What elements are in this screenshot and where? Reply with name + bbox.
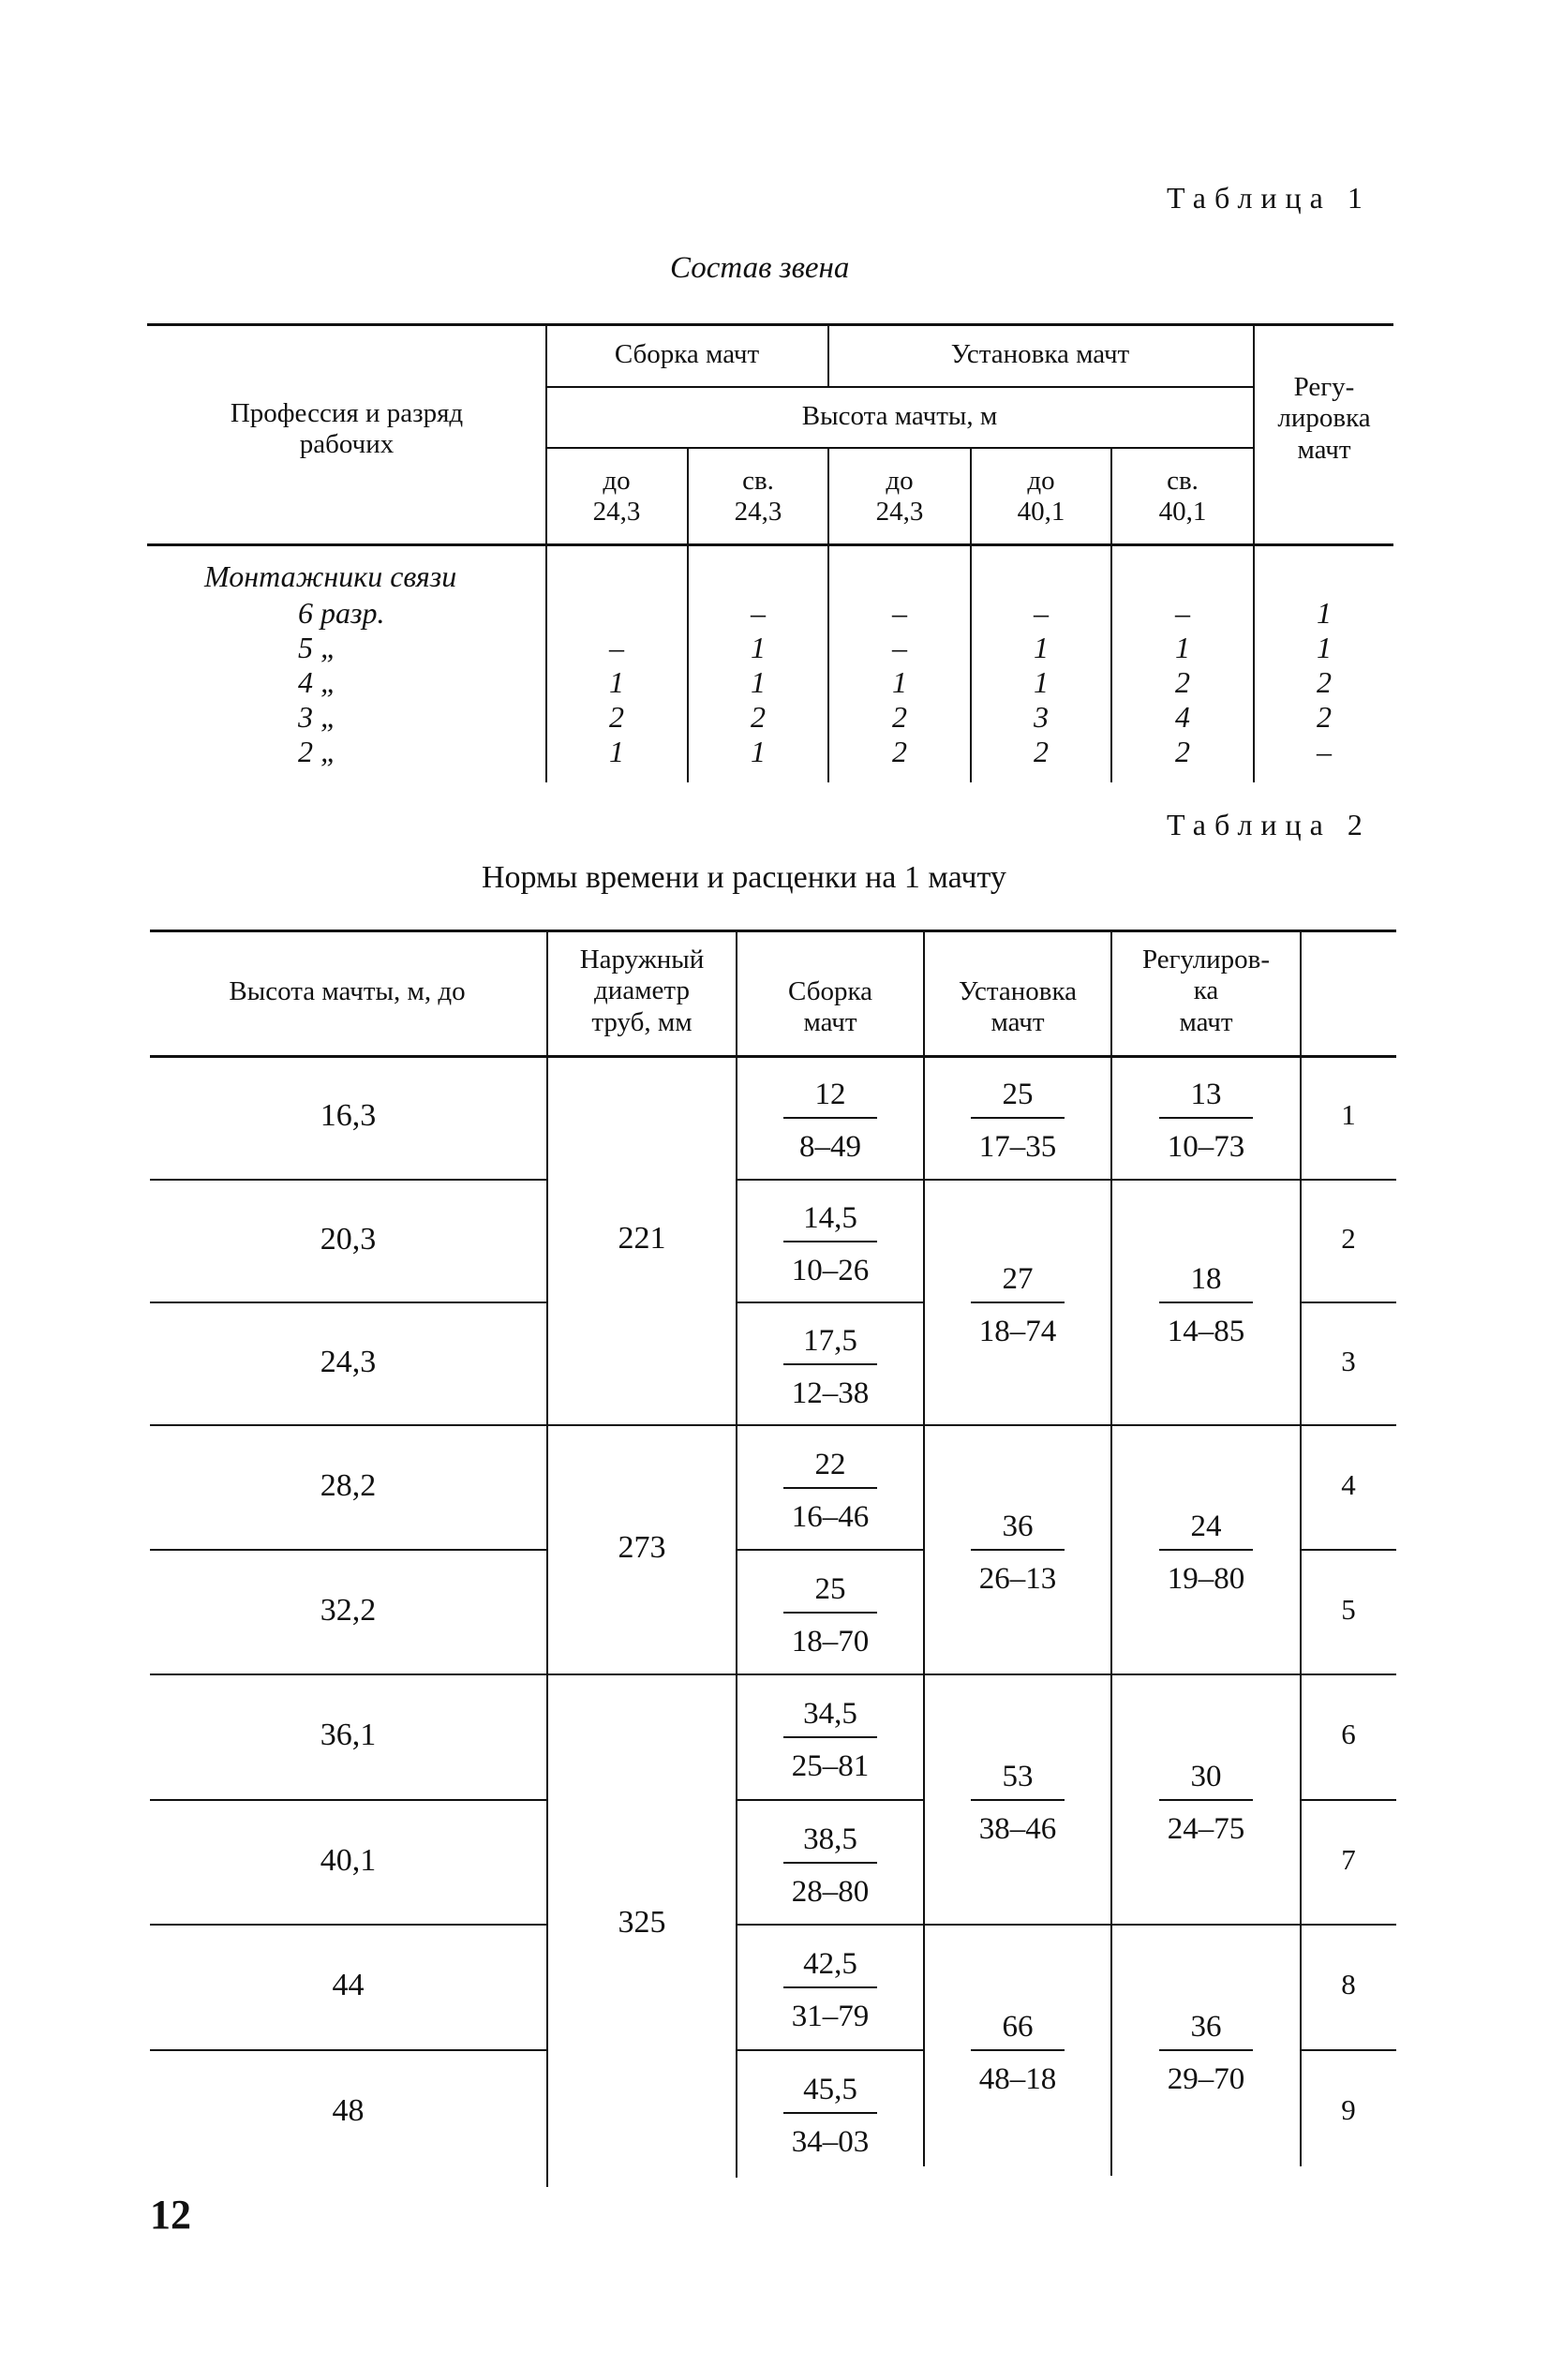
table2-row-rule (736, 1424, 923, 1426)
table2-row-rule (736, 1179, 923, 1181)
table1-label: Таблица 1 (1167, 181, 1371, 215)
table2-installation-norm: 53 (1002, 1759, 1034, 1793)
table2-row-number: 2 (1341, 1221, 1356, 1255)
table2-row-rule (1300, 1302, 1396, 1303)
table1-rule (545, 386, 1253, 388)
table1-cell: 1 (892, 665, 907, 699)
table2-regulation-bar (1159, 1549, 1253, 1551)
table2-assembly-rate: 31–79 (791, 2000, 870, 2033)
table2-row-number: 3 (1341, 1344, 1356, 1377)
table2-row-rule (150, 2049, 546, 2051)
table1-subheader: до 24,3 (592, 466, 641, 528)
table1-cell: 1 (1034, 631, 1049, 664)
table2-assembly-norm: 14,5 (803, 1200, 857, 1235)
table2-installation-rate: 38–46 (978, 1811, 1057, 1846)
table2-header-diameter: Наружный диаметр труб, мм (579, 945, 705, 1037)
table1-cell: – (1034, 596, 1049, 630)
table1-cell: – (892, 631, 907, 664)
table2-height-cell: 28,2 (320, 1467, 377, 1503)
table2-assembly-norm: 38,5 (803, 1822, 857, 1856)
table1-cell: 1 (751, 631, 766, 664)
table1-cell: 2 (1034, 735, 1049, 768)
table2-diameter-cell: 325 (618, 1905, 666, 1940)
table2-row-rule (150, 1424, 546, 1426)
table2-assembly-norm: 34,5 (803, 1697, 857, 1731)
table2-regulation-norm: 30 (1190, 1759, 1222, 1793)
table1-subheader: до 24,3 (875, 466, 924, 528)
table2-row-number: 1 (1341, 1098, 1356, 1131)
table1-cell: 1 (609, 665, 624, 699)
table2-assembly-rate: 25–81 (791, 1749, 870, 1783)
table1-caption: Состав звена (670, 251, 850, 285)
table2-header-assembly: Сборка мачт (788, 976, 872, 1038)
table2-assembly-norm: 45,5 (803, 2072, 857, 2106)
table2-assembly-bar (783, 1487, 877, 1489)
table2-assembly-rate: 12–38 (791, 1376, 870, 1410)
table1-cell: 1 (1175, 631, 1190, 664)
table2-installation-rate: 48–18 (978, 2061, 1057, 2096)
table2-group-rule (923, 1673, 1300, 1675)
table2-row-rule (736, 1924, 923, 1926)
table2-installation-norm: 66 (1002, 2009, 1034, 2044)
table2-regulation-norm: 13 (1190, 1078, 1222, 1111)
table2-height-cell: 36,1 (320, 1718, 377, 1752)
table1-subheader: св. 40,1 (1158, 466, 1207, 528)
table2-caption: Нормы времени и расценки на 1 мачту (482, 860, 1006, 895)
table2-assembly-bar (783, 1612, 877, 1614)
table2-row-rule (150, 1549, 546, 1551)
table2-assembly-rate: 16–46 (791, 1499, 870, 1534)
table2-assembly-norm: 42,5 (803, 1947, 857, 1981)
table2-regulation-bar (1159, 1302, 1253, 1303)
table1-cell: – (751, 596, 766, 630)
table2-installation-norm: 36 (1002, 1510, 1034, 1543)
table1-cell: 1 (609, 735, 624, 768)
table2-row-rule (736, 1302, 923, 1303)
table2-col-divider (923, 930, 925, 2166)
table2-assembly-bar (783, 1986, 877, 1988)
table2-row-rule (150, 1179, 546, 1181)
table1-cell: 1 (1034, 665, 1049, 699)
table1-rule (545, 447, 1253, 449)
table2-row-number: 9 (1341, 2092, 1356, 2126)
table1-grade: 3 „ (298, 700, 337, 734)
table2-row-rule (736, 2049, 923, 2051)
table1-cell: 4 (1175, 700, 1190, 734)
table2-assembly-rate: 18–70 (791, 1624, 870, 1659)
table2-regulation-norm: 36 (1190, 2009, 1222, 2044)
table1-subheader: до 40,1 (1017, 466, 1065, 528)
table2-installation-bar (971, 1799, 1065, 1801)
table2-regulation-rate: 10–73 (1167, 1130, 1245, 1164)
table2-assembly-norm: 25 (814, 1571, 846, 1606)
table2-header-height: Высота мачты, м, до (229, 976, 466, 1006)
table2-row-number: 8 (1341, 1968, 1356, 2001)
table2-regulation-bar (1159, 1117, 1253, 1119)
table2-height-cell: 20,3 (320, 1221, 377, 1257)
table1-cell: 2 (609, 700, 624, 734)
table1-cell: – (892, 596, 907, 630)
table2-row-number: 7 (1341, 1842, 1356, 1876)
table2-installation-bar (971, 1302, 1065, 1303)
table1-cell: 2 (751, 700, 766, 734)
table2-height-cell: 32,2 (320, 1592, 377, 1628)
table2-row-rule (736, 1799, 923, 1801)
table1-cell: 2 (892, 735, 907, 768)
table2-row-number: 6 (1341, 1718, 1356, 1750)
table2-row-rule (150, 1924, 546, 1926)
table2-row-rule (1300, 1549, 1396, 1551)
table1-cell: – (609, 631, 624, 664)
table2-row-rule (736, 1549, 923, 1551)
table2-diameter-cell: 273 (618, 1530, 666, 1565)
table2-col-divider (1110, 930, 1112, 2176)
table2-installation-rate: 17–35 (978, 1130, 1057, 1164)
table2-regulation-rate: 29–70 (1167, 2061, 1245, 2096)
table2-row-rule (1300, 1179, 1396, 1181)
table2-assembly-norm: 12 (814, 1078, 846, 1111)
table2-row-rule (150, 1673, 546, 1675)
table2-height-cell: 48 (332, 2092, 365, 2128)
table2-assembly-bar (783, 1736, 877, 1738)
table1-header-rule (147, 543, 1393, 546)
table2-assembly-bar (783, 1241, 877, 1242)
table2-regulation-norm: 24 (1190, 1510, 1222, 1543)
table2-assembly-rate: 8–49 (799, 1130, 861, 1164)
table1-cell: 2 (1317, 700, 1332, 734)
table2-diameter-cell: 221 (618, 1221, 666, 1256)
table2-group-rule (923, 1424, 1300, 1426)
table2-height-cell: 16,3 (320, 1098, 377, 1133)
table2-row-rule (150, 1799, 546, 1801)
table1-cell: 1 (751, 735, 766, 768)
table2-assembly-rate: 10–26 (791, 1253, 870, 1287)
page-number: 12 (150, 2192, 191, 2238)
table2-assembly-bar (783, 1862, 877, 1864)
table2-height-cell: 24,3 (320, 1344, 377, 1379)
table1-grade: 2 „ (298, 735, 337, 768)
table2-row-number: 5 (1341, 1592, 1356, 1626)
table2-row-rule (1300, 1799, 1396, 1801)
table1-cell: – (1317, 735, 1332, 768)
table2-regulation-bar (1159, 1799, 1253, 1801)
table1-cell: 1 (751, 665, 766, 699)
table1-grade: 5 „ (298, 631, 337, 664)
table2-row-rule (1300, 2049, 1396, 2051)
table2-assembly-bar (783, 1117, 877, 1119)
table1-header-assembly: Сборка мачт (614, 339, 760, 369)
table1-header-regulation: Регу- лировка мачт (1277, 372, 1371, 465)
table2-row-rule (1300, 1924, 1396, 1926)
table1-cell: – (1175, 596, 1190, 630)
table2-regulation-rate: 14–85 (1167, 1315, 1245, 1348)
table2-row-rule (1300, 1673, 1396, 1675)
table1-header-height: Высота мачты, м (801, 401, 998, 431)
table2-assembly-norm: 22 (814, 1447, 846, 1481)
table2-header-rule (150, 1055, 1396, 1058)
table2-installation-bar (971, 1549, 1065, 1551)
table2-installation-bar (971, 2049, 1065, 2051)
table2-regulation-bar (1159, 2049, 1253, 2051)
table1-header-profession: Профессия и разряд рабочих (230, 398, 464, 460)
table1-grade: 6 разр. (298, 596, 385, 630)
table1-subheader: св. 24,3 (734, 466, 782, 528)
table2-regulation-rate: 24–75 (1167, 1811, 1245, 1846)
table2-group-rule (923, 1924, 1300, 1926)
table1-cell: 1 (1317, 631, 1332, 664)
table2-row-rule (150, 1302, 546, 1303)
table1-cell: 2 (892, 700, 907, 734)
table2-assembly-norm: 17,5 (803, 1323, 857, 1358)
table2-header-regulation: Регулиров- ка мачт (1141, 945, 1271, 1037)
table2-row-number: 4 (1341, 1467, 1356, 1501)
table2-label: Таблица 2 (1167, 808, 1371, 841)
table2-regulation-rate: 19–80 (1167, 1562, 1245, 1596)
table2-installation-norm: 25 (1002, 1078, 1034, 1111)
table2-regulation-norm: 18 (1190, 1262, 1222, 1296)
table1-grade: 4 „ (298, 665, 337, 699)
table2-installation-bar (971, 1117, 1065, 1119)
table2-assembly-bar (783, 2112, 877, 2114)
table2-assembly-bar (783, 1363, 877, 1365)
table2-assembly-rate: 34–03 (791, 2124, 870, 2159)
table1-cell: 3 (1034, 700, 1049, 734)
table2-group-rule (546, 1424, 736, 1426)
table1-cell: 2 (1175, 665, 1190, 699)
table1-group-title: Монтажники связи (204, 559, 457, 593)
table1-cell: 2 (1175, 735, 1190, 768)
table2-group-rule (546, 1673, 736, 1675)
table2-col-divider (736, 930, 737, 2178)
table2-installation-rate: 26–13 (978, 1562, 1057, 1596)
table2-installation-norm: 27 (1002, 1262, 1034, 1296)
table1-top-rule (147, 323, 1393, 326)
table2-top-rule (150, 930, 1396, 932)
table2-row-rule (736, 1673, 923, 1675)
table2-installation-rate: 18–74 (978, 1315, 1057, 1348)
table1-cell: 2 (1317, 665, 1332, 699)
table2-height-cell: 44 (332, 1968, 365, 2002)
table2-group-rule (923, 1179, 1300, 1181)
table2-header-installation: Установка мачт (958, 976, 1078, 1038)
table1-header-installation: Установка мачт (950, 339, 1130, 369)
table2-height-cell: 40,1 (320, 1842, 377, 1878)
table1-cell: 1 (1317, 596, 1332, 630)
table2-assembly-rate: 28–80 (791, 1874, 870, 1909)
table2-row-rule (1300, 1424, 1396, 1426)
